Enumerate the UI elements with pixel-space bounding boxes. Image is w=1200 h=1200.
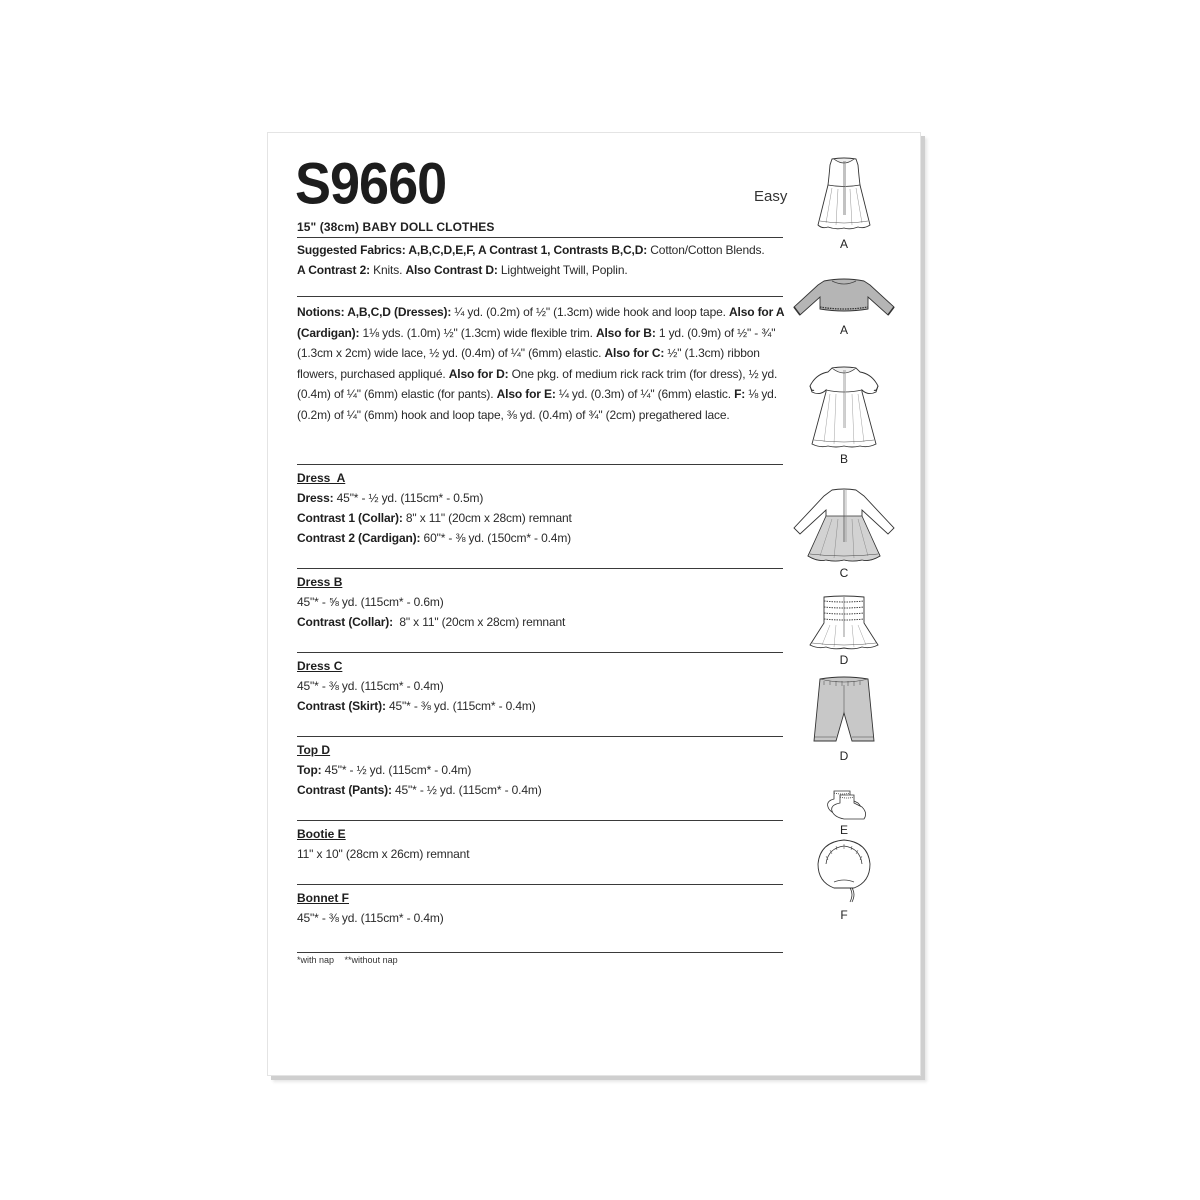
footnote-with-nap: *with nap bbox=[297, 955, 335, 965]
notions-text: ½" (1.3cm) ribbon flowers, purchased appliqué. bbox=[297, 346, 760, 381]
divider bbox=[297, 884, 783, 885]
illustration-d-pants bbox=[788, 675, 900, 763]
section-title: Top D bbox=[297, 743, 331, 757]
footnote-without-nap: **without nap bbox=[344, 955, 398, 965]
fabrics-label: Suggested Fabrics: A,B,C,D,E,F, A Contrast 1, Contrasts B,C,D: bbox=[297, 243, 648, 257]
view-label: F bbox=[840, 908, 848, 922]
view-label: D bbox=[839, 653, 849, 667]
notions-label: Also for A (Cardigan): bbox=[297, 305, 784, 340]
pattern-number: S9660 bbox=[295, 151, 447, 217]
yardage-line: Contrast (Collar): 8" x 11" (20cm x 28cm) remnant bbox=[297, 615, 566, 629]
sleeveless-dress-icon bbox=[814, 155, 874, 235]
also-contrast-d-label: Also Contrast D: bbox=[405, 263, 498, 277]
booties-icon bbox=[820, 789, 868, 821]
illustration-c-dress bbox=[788, 486, 900, 580]
yardage-line: Contrast 1 (Collar): 8" x 11" (20cm x 28cm) remnant bbox=[297, 511, 572, 525]
view-label: D bbox=[839, 749, 849, 763]
pattern-subtitle: 15" (38cm) BABY DOLL CLOTHES bbox=[297, 220, 495, 234]
divider bbox=[297, 237, 783, 238]
suggested-fabrics bbox=[297, 240, 787, 280]
notions-label: F: bbox=[734, 387, 746, 402]
notions bbox=[297, 302, 787, 426]
pattern-envelope-back bbox=[267, 132, 921, 1076]
section-dress-c bbox=[297, 656, 783, 716]
puff-sleeve-dress-icon bbox=[802, 362, 886, 450]
illustration-e-booties bbox=[788, 789, 900, 837]
yardage-line: 45"* - ⅜ yd. (115cm* - 0.4m) bbox=[297, 911, 444, 925]
divider bbox=[297, 652, 783, 653]
illustration-b-dress bbox=[788, 362, 900, 466]
section-title: Dress C bbox=[297, 659, 343, 673]
notions-text: ⅛ yd. (0.2m) of ¼" (6mm) hook and loop tape, ⅜ yd. (0.4m) of ¾" (2cm) pregathered lace. bbox=[297, 387, 777, 422]
divider bbox=[297, 464, 783, 465]
section-title: Bootie E bbox=[297, 827, 346, 841]
divider bbox=[297, 820, 783, 821]
notions-label: Also for E: bbox=[496, 387, 556, 402]
notions-text: 1 yd. (0.9m) of ½" - ¾" (1.3cm x 2cm) wide lace, ½ yd. (0.4m) of ¼" (6mm) elastic. bbox=[297, 325, 776, 361]
yardage-line: 11" x 10" (28cm x 26cm) remnant bbox=[297, 847, 470, 861]
smocked-top-icon bbox=[808, 593, 880, 651]
view-label: A bbox=[839, 323, 848, 337]
notions-label: Also for D: bbox=[448, 366, 509, 381]
section-dress-a bbox=[297, 468, 783, 548]
divider bbox=[297, 568, 783, 569]
notions-label: Also for B: bbox=[595, 325, 656, 340]
section-title: Dress A bbox=[297, 471, 346, 485]
yardage-line: Contrast (Skirt): 45"* - ⅜ yd. (115cm* - 0.4m) bbox=[297, 699, 536, 713]
cardigan-icon bbox=[792, 277, 896, 321]
section-bonnet-f bbox=[297, 888, 783, 928]
contrast2-label: A Contrast 2: bbox=[297, 263, 370, 277]
view-label: E bbox=[839, 823, 848, 837]
notions-label: Also for C: bbox=[604, 346, 665, 361]
difficulty-label: Easy bbox=[754, 188, 788, 205]
long-sleeve-dress-icon bbox=[792, 486, 896, 564]
divider bbox=[297, 736, 783, 737]
section-title: Dress B bbox=[297, 575, 343, 589]
notions-text: 1⅛ yds. (1.0m) ½" (1.3cm) wide flexible trim. bbox=[359, 325, 596, 340]
section-top-d bbox=[297, 740, 783, 800]
divider bbox=[297, 952, 783, 953]
illustration-a-cardigan bbox=[788, 277, 900, 337]
also-contrast-d-text: Lightweight Twill, Poplin. bbox=[497, 263, 628, 277]
illustration-a-dress bbox=[788, 155, 900, 251]
notions-text: ¼ yd. (0.3m) of ¼" (6mm) elastic. bbox=[555, 387, 735, 402]
yardage-line: Top: 45"* - ½ yd. (115cm* - 0.4m) bbox=[297, 763, 472, 777]
section-bootie-e bbox=[297, 824, 783, 864]
pants-icon bbox=[812, 675, 876, 747]
yardage-line: 45"* - ⅜ yd. (115cm* - 0.4m) bbox=[297, 679, 444, 693]
bonnet-icon bbox=[816, 838, 872, 906]
divider bbox=[297, 296, 783, 297]
notions-label: Notions: A,B,C,D (Dresses): bbox=[297, 305, 452, 319]
view-label: B bbox=[839, 452, 848, 466]
illustration-f-bonnet bbox=[788, 838, 900, 922]
yardage-line: Contrast 2 (Cardigan): 60"* - ⅜ yd. (150cm* - 0.4m) bbox=[297, 531, 572, 545]
notions-text: ¼ yd. (0.2m) of ½" (1.3cm) wide hook and loop tape. bbox=[451, 305, 729, 319]
notions-text: One pkg. of medium rick rack trim (for dress), ½ yd. (0.4m) of ¼" (6mm) elastic (for pants). bbox=[297, 366, 778, 402]
footnotes bbox=[297, 955, 398, 965]
contrast2-text: Knits. bbox=[369, 263, 406, 277]
yardage-line: 45"* - ⅝ yd. (115cm* - 0.6m) bbox=[297, 595, 444, 609]
yardage-line: Dress: 45"* - ½ yd. (115cm* - 0.5m) bbox=[297, 491, 484, 505]
yardage-line: Contrast (Pants): 45"* - ½ yd. (115cm* - 0.4m) bbox=[297, 783, 542, 797]
view-label: A bbox=[839, 237, 848, 251]
section-title: Bonnet F bbox=[297, 891, 349, 905]
section-dress-b bbox=[297, 572, 783, 632]
illustration-d-top bbox=[788, 593, 900, 667]
fabrics-text: Cotton/Cotton Blends. bbox=[647, 243, 765, 257]
view-label: C bbox=[839, 566, 849, 580]
